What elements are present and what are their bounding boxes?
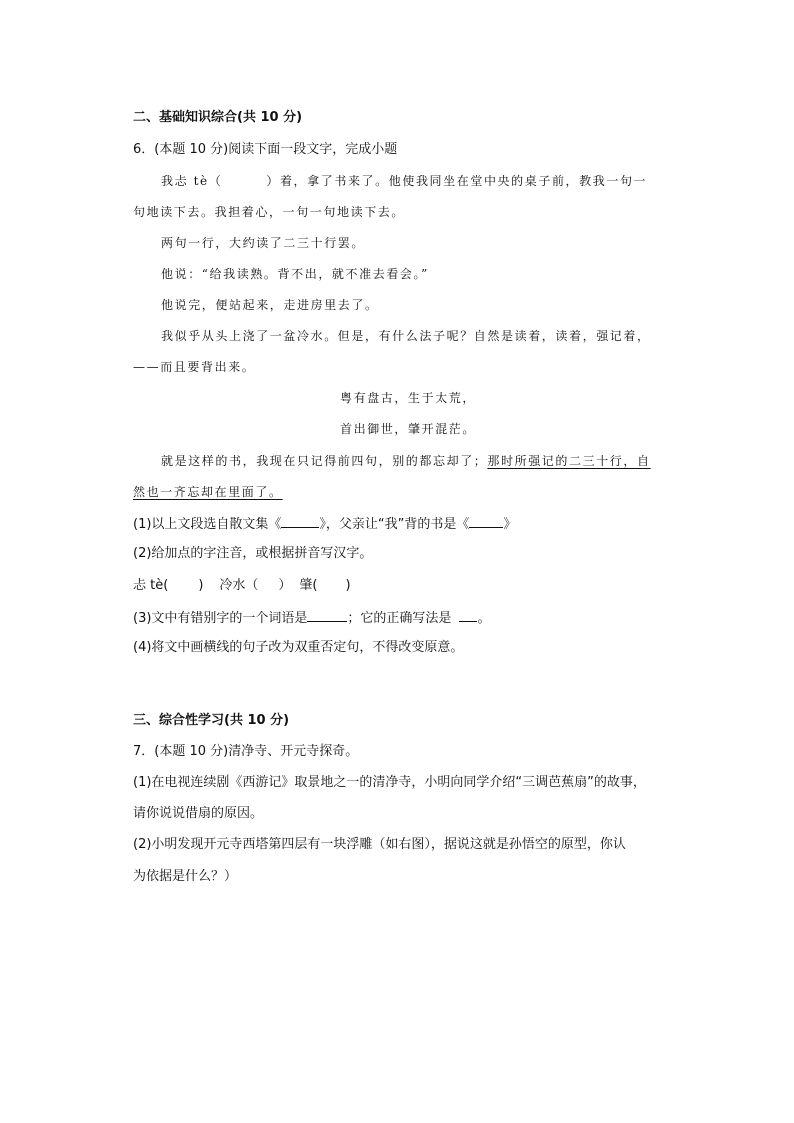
verse-line-1: 粤有盘古，生于太荒， (340, 391, 477, 405)
passage-line-5: 他说完，便站起来，走进房里去了。 (161, 298, 379, 312)
question-7-1-line-2: 请你说说借扇的原因。 (133, 806, 264, 821)
question-text: 》 (503, 517, 517, 532)
underlined-sentence-end: 然也一齐忘却在里面了。 (133, 485, 283, 499)
passage-line-6: 我似乎从头上浇了一盆冷水。但是，有什么法子呢？自然是读着，读着，强记着， (161, 329, 651, 343)
question-6-2-items (133, 578, 351, 594)
question-text: 。 (477, 611, 491, 626)
paren-close: ） (278, 578, 292, 593)
item-lengshui: 冷水（ (219, 578, 259, 593)
question-text: (1)以上文段选自散文集《 (133, 517, 282, 532)
question-text: (3)文中有错别字的一个词语是 (133, 611, 308, 626)
question-text: ；它的正确写法是 (347, 611, 452, 626)
item-zhao: 肇( (299, 578, 318, 593)
answer-blank-wrong-word[interactable] (307, 609, 347, 622)
passage-line-4: 他说：“给我读熟。背不出，就不准去看会。” (161, 267, 429, 281)
passage-line-3: 两句一行，大约读了二三十行罢。 (161, 236, 366, 250)
question-text: 》，父亲让“我”背的书是《 (319, 517, 470, 532)
paren-close: ) (198, 578, 204, 593)
passage-text: 就是这样的书，我现在只记得前四句，别的都忘却了； (161, 454, 488, 468)
section-2-heading: 二、基础知识综合(共 10 分) (133, 110, 303, 125)
answer-blank-correct-word[interactable] (459, 609, 477, 622)
question-7-2-line-1: (2)小明发现开元寺西塔第四层有一块浮雕（如右图），据说这就是孙悟空的原型，你认 (133, 837, 626, 852)
answer-blank-book[interactable] (281, 515, 319, 528)
passage-line-1 (161, 173, 647, 189)
question-6-2: (2)给加点的字注音，或根据拼音写汉字。 (133, 546, 373, 561)
passage-line-2: 句地读下去。我担着心，一句一句地读下去。 (133, 205, 406, 219)
section-3-heading: 三、综合性学习(共 10 分) (133, 713, 290, 728)
question-6-4: (4)将文中画横线的句子改为双重否定句，不得改变原意。 (133, 640, 464, 655)
question-7-intro: 7．(本题 10 分)清净寺、开元寺探奇。 (133, 744, 359, 759)
question-6-3 (133, 609, 490, 627)
passage-line-7: ——而且要背出来。 (133, 360, 256, 374)
question-7-1-line-1: (1)在电视连续剧《西游记》取景地之一的清净寺，小明向同学介绍“三调芭蕉扇”的故事， (133, 775, 646, 790)
passage-line-8 (161, 453, 651, 469)
passage-text: ）着，拿了书来了。他使我同坐在堂中央的桌子前，教我一句一 (266, 174, 648, 188)
paren-close: ) (345, 578, 351, 593)
question-7-2-line-2: 为依据是什么？） (133, 869, 238, 884)
answer-blank-recited-book[interactable] (469, 515, 503, 528)
question-6-1 (133, 515, 516, 533)
underlined-sentence: 那时所强记的二三十行，自 (487, 454, 651, 468)
question-6-intro: 6．(本题 10 分)阅读下面一段文字，完成小题 (133, 142, 398, 157)
verse-line-2: 首出御世，肇开混茫。 (340, 422, 477, 436)
passage-text: 我忐 tè（ (161, 174, 223, 188)
item-tete: 忐 tè( (133, 578, 169, 593)
